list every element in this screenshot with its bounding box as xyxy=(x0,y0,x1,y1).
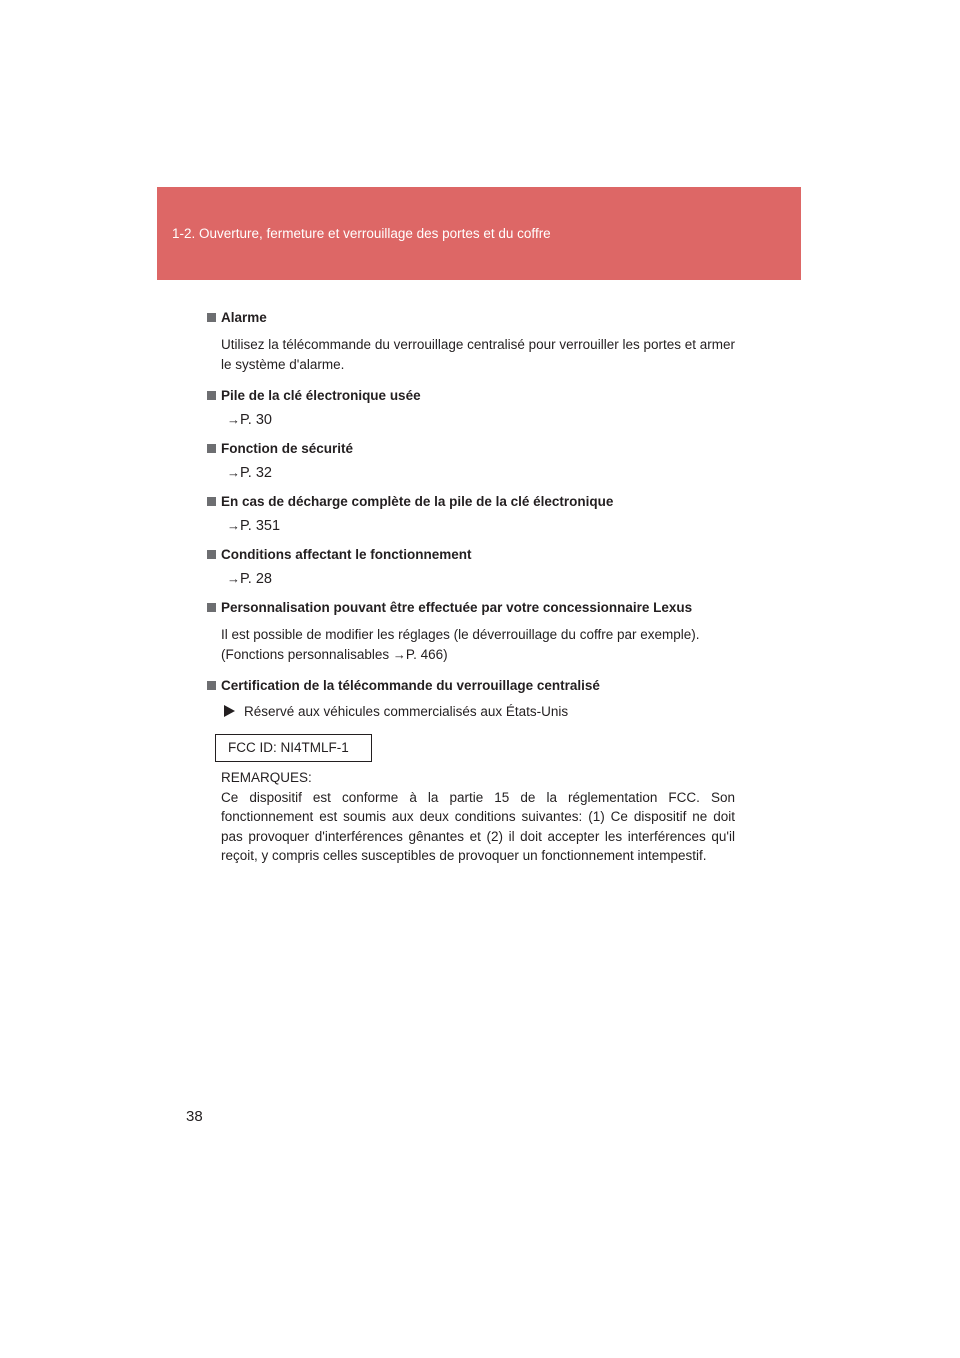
square-bullet-icon xyxy=(207,497,216,506)
square-bullet-icon xyxy=(207,681,216,690)
arrow-right-icon: → xyxy=(227,465,240,480)
section-header-title: 1-2. Ouverture, fermeture et verrouillage des portes et du coffre xyxy=(172,226,551,241)
page-reference[interactable]: P. 466) xyxy=(405,646,448,662)
section-header-band xyxy=(157,187,801,280)
section-personnalisation xyxy=(207,598,735,664)
page-content xyxy=(207,308,735,866)
fcc-id-box: FCC ID: NI4TMLF-1 xyxy=(215,734,372,762)
page-reference[interactable]: →P. 28 xyxy=(207,567,735,591)
section-title: Conditions affectant le fonctionnement xyxy=(207,545,735,565)
square-bullet-icon xyxy=(207,603,216,612)
arrow-right-icon: → xyxy=(392,646,406,662)
section-title: Personnalisation pouvant être effectuée par votre concessionnaire Lexus xyxy=(207,598,735,618)
section-alarme xyxy=(207,308,735,374)
square-bullet-icon xyxy=(207,391,216,400)
section-body: Utilisez la télécommande du verrouillage centralisé pour verrouiller les portes et armer le système d'alarme. xyxy=(221,337,735,372)
section-certification xyxy=(207,676,735,866)
region-bullet: Réservé aux véhicules commercialisés aux États-Unis xyxy=(207,702,735,722)
section-conditions-fonctionnement xyxy=(207,545,735,591)
section-title: En cas de décharge complète de la pile de la clé électronique xyxy=(207,492,735,512)
page-reference[interactable]: →P. 32 xyxy=(207,461,735,485)
remarks-label: REMARQUES: xyxy=(221,770,312,785)
page-reference[interactable]: →P. 30 xyxy=(207,408,735,432)
page-number: 38 xyxy=(186,1108,203,1125)
square-bullet-icon xyxy=(207,313,216,322)
section-title: Alarme xyxy=(207,308,735,328)
section-title: Fonction de sécurité xyxy=(207,439,735,459)
arrow-right-icon: → xyxy=(227,518,240,533)
remarks-text: Ce dispositif est conforme à la partie 15 de la réglementation FCC. Son fonctionnement est soumis aux deux conditions suivantes: (1) Ce dispositif ne doit pas provoquer d'interférences gênantes et (2) il doit accepter les interférences qu'il reçoit, y compris celles susceptibles de provoquer un fonctionnement intempestif. xyxy=(221,789,735,863)
section-body: Il est possible de modifier les réglages (le déverrouillage du coffre par exemple). (Fonctions personnalisables →P. 466) xyxy=(207,625,735,664)
square-bullet-icon xyxy=(207,550,216,559)
triangle-bullet-icon xyxy=(224,705,235,717)
arrow-right-icon: → xyxy=(227,412,240,427)
page-reference[interactable]: →P. 351 xyxy=(207,514,735,538)
section-decharge-pile xyxy=(207,492,735,538)
arrow-right-icon: → xyxy=(227,571,240,586)
square-bullet-icon xyxy=(207,444,216,453)
section-title: Certification de la télécommande du verrouillage centralisé xyxy=(207,676,735,696)
section-fonction-securite xyxy=(207,439,735,485)
section-pile-usee xyxy=(207,386,735,432)
section-title: Pile de la clé électronique usée xyxy=(207,386,735,406)
